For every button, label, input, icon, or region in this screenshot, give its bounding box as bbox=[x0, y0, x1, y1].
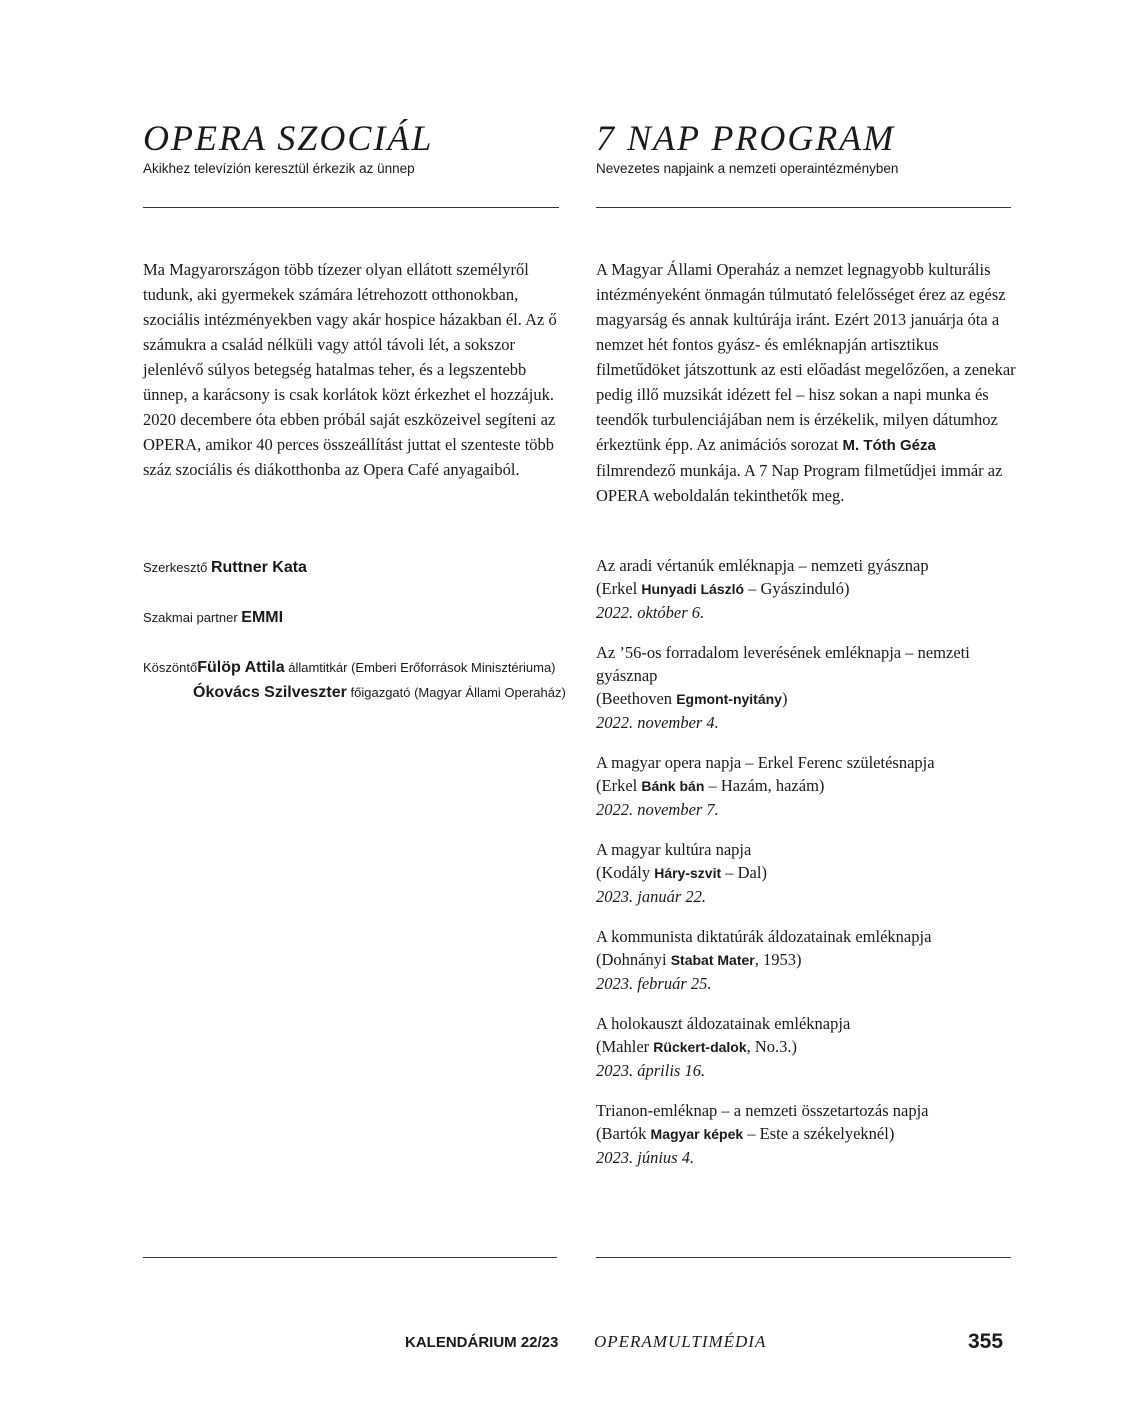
event-work: Stabat Mater bbox=[670, 952, 755, 968]
event-music: (Kodály Háry-szvit – Dal) bbox=[596, 863, 767, 882]
footer-section: OPERAMULTIMÉDIA bbox=[594, 1332, 767, 1351]
greeter1-role: államtitkár (Emberi Erőforrások Minisztériuma) bbox=[288, 660, 556, 675]
right-body-before: A Magyar Állami Operaház a nemzet legnagyobb kulturális intézményeként önmagán túlmutató felelősséget érez az egész magyarság és annak kultúrája iránt. Ezért 2013 januárja óta a nemzet hét fontos gyász- és emléknapján artisztikus filmetűdöket játszottunk az esti előadást megelőzően, a zenekar pedig illő muzsikát idézett fel – hisz sokan a napi munka és teendők turbulenciájában nem is érzékelik, milyen dátumhoz érkeztünk épp. Az animációs sorozat bbox=[596, 260, 1016, 454]
event-date: 2022. október 6. bbox=[596, 603, 705, 622]
partner-label: Szakmai partner bbox=[143, 610, 238, 625]
editor-credit bbox=[143, 559, 307, 577]
right-subtitle: Nevezetes napjaink a nemzeti operaintézményben bbox=[596, 161, 899, 176]
right-header bbox=[596, 118, 1011, 178]
left-body-text: Ma Magyarországon több tízezer olyan ellátott személyről tudunk, aki gyermekek számára létrehozott otthonokban, szociális intézményekben vagy akár hospice házakban él. Az ő számukra a család nélküli vagy attól távoli lét, a sokszor jelenlévő súlyos betegség hatalmas teher, és a legszentebb ünnep, a karácsony is csak korlátok közt érkezhet el hozzájuk. 2020 decembere óta ebben próbál saját eszközeivel segíteni az OPERA, amikor 40 perces összeállítást juttat el szenteste több száz szociális és diákotthonba az Opera Café anyagaiból. bbox=[143, 260, 557, 479]
page-number: 355 bbox=[968, 1330, 1004, 1353]
greeter2-role: főigazgató (Magyar Állami Operaház) bbox=[350, 685, 566, 700]
event-music: (Beethoven Egmont-nyitány) bbox=[596, 689, 788, 708]
left-top-rule bbox=[143, 207, 559, 208]
event-item bbox=[596, 554, 1016, 624]
event-work: Háry-szvit bbox=[654, 865, 722, 881]
right-body-after: filmrendező munkája. A 7 Nap Program filmetűdjei immár az OPERA weboldalán tekinthetők meg. bbox=[596, 461, 1003, 505]
event-item bbox=[596, 751, 1016, 821]
event-music: (Erkel Hunyadi László – Gyászinduló) bbox=[596, 579, 850, 598]
event-date: 2023. február 25. bbox=[596, 974, 712, 993]
event-music: (Dohnányi Stabat Mater, 1953) bbox=[596, 950, 802, 969]
partner-name: EMMI bbox=[241, 609, 284, 626]
footer-publication: KALENDÁRIUM 22/23 bbox=[405, 1334, 559, 1351]
left-subtitle: Akikhez televízión keresztül érkezik az ünnep bbox=[143, 161, 415, 176]
event-item bbox=[596, 1099, 1016, 1169]
greeter1-name: Fülöp Attila bbox=[197, 659, 285, 676]
greeting-label: Köszöntő bbox=[143, 660, 198, 675]
right-body-name: M. Tóth Géza bbox=[842, 437, 936, 454]
event-date: 2023. április 16. bbox=[596, 1061, 706, 1080]
event-date: 2022. november 4. bbox=[596, 713, 719, 732]
event-work: Egmont-nyitány bbox=[676, 691, 782, 707]
event-date: 2022. november 7. bbox=[596, 800, 719, 819]
greeter2-name: Ókovács Szilveszter bbox=[193, 684, 347, 701]
event-work: Magyar képek bbox=[650, 1126, 744, 1142]
event-title: Az aradi vértanúk emléknapja – nemzeti gyásznap bbox=[596, 556, 929, 575]
right-bottom-rule bbox=[596, 1257, 1011, 1258]
partner-credit bbox=[143, 609, 283, 627]
greeting-credit-2 bbox=[193, 684, 566, 702]
left-header bbox=[143, 118, 559, 178]
event-title: A kommunista diktatúrák áldozatainak emléknapja bbox=[596, 927, 932, 946]
event-title: A magyar opera napja – Erkel Ferenc születésnapja bbox=[596, 753, 935, 772]
left-title: OPERA SZOCIÁL bbox=[143, 118, 434, 158]
editor-label: Szerkesztő bbox=[143, 560, 208, 575]
event-work: Rückert-dalok bbox=[653, 1039, 747, 1055]
event-music: (Erkel Bánk bán – Hazám, hazám) bbox=[596, 776, 825, 795]
left-bottom-rule bbox=[143, 1257, 557, 1258]
right-title: 7 NAP PROGRAM bbox=[596, 118, 896, 158]
event-item bbox=[596, 838, 1016, 908]
event-date: 2023. június 4. bbox=[596, 1148, 695, 1167]
greeting-credit-1 bbox=[143, 659, 556, 677]
event-item bbox=[596, 1012, 1016, 1082]
event-title: A magyar kultúra napja bbox=[596, 840, 752, 859]
event-title: A holokauszt áldozatainak emléknapja bbox=[596, 1014, 851, 1033]
event-list bbox=[596, 554, 1016, 1186]
event-item bbox=[596, 641, 1016, 734]
right-body-text bbox=[596, 257, 1016, 508]
editor-name: Ruttner Kata bbox=[210, 559, 307, 576]
event-item bbox=[596, 925, 1016, 995]
event-title: Trianon-emléknap – a nemzeti összetartozás napja bbox=[596, 1101, 929, 1120]
event-music: (Mahler Rückert-dalok, No.3.) bbox=[596, 1037, 798, 1056]
event-title: Az ’56-os forradalom leverésének emléknapja – nemzeti gyásznap bbox=[596, 643, 970, 685]
event-music: (Bartók Magyar képek – Este a székelyeknél) bbox=[596, 1124, 895, 1143]
event-work: Bánk bán bbox=[641, 778, 705, 794]
event-date: 2023. január 22. bbox=[596, 887, 707, 906]
event-work: Hunyadi László bbox=[641, 581, 745, 597]
right-top-rule bbox=[596, 207, 1011, 208]
